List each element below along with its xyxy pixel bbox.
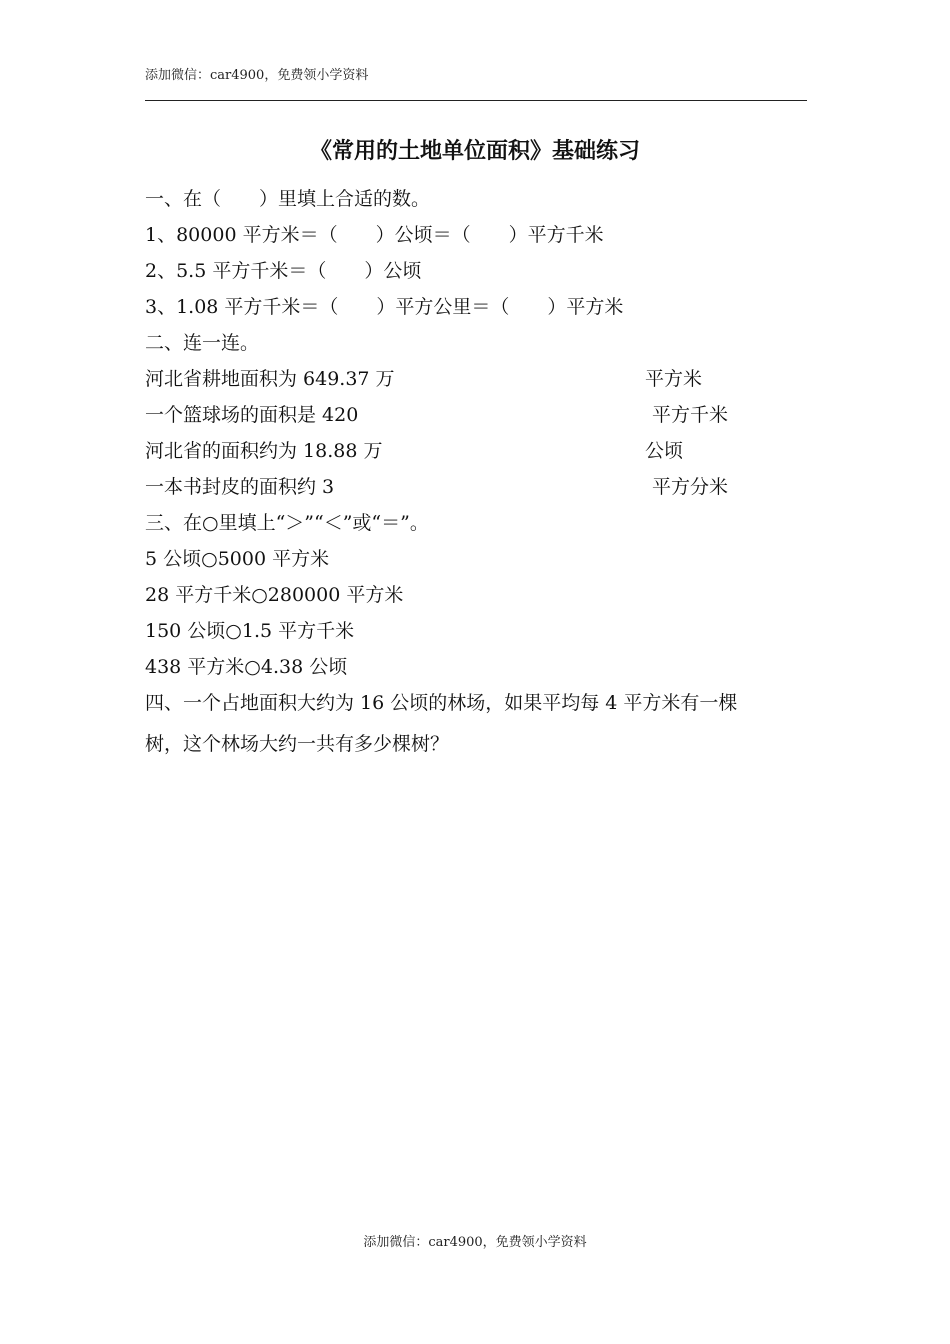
- section-3-item-2: 28 平方千米○280000 平方米: [145, 584, 404, 606]
- match-right-3: 公顷: [645, 440, 684, 462]
- match-left-4: 一本书封皮的面积约 3: [145, 476, 335, 498]
- section-3-heading: 三、在○里填上“＞”“＜”或“＝”。: [145, 512, 429, 534]
- section-3-item-1: 5 公顷○5000 平方米: [145, 548, 330, 570]
- section-1-item-2: 2、5.5 平方千米＝（ ）公顷: [145, 260, 422, 282]
- section-1-item-3: 3、1.08 平方千米＝（ ）平方公里＝（ ）平方米: [145, 296, 624, 318]
- section-4-line-1: 四、一个占地面积大约为 16 公顷的林场，如果平均每 4 平方米有一棵: [145, 692, 738, 714]
- match-right-2: 平方千米: [652, 404, 729, 426]
- section-2-heading: 二、连一连。: [145, 332, 260, 354]
- match-left-2: 一个篮球场的面积是 420: [145, 404, 359, 426]
- section-4-line-2: 树，这个林场大约一共有多少棵树？: [145, 733, 450, 755]
- match-right-1: 平方米: [645, 368, 703, 390]
- document-title: 《常用的土地单位面积》基础练习: [309, 138, 640, 164]
- page-header-note: 添加微信：car4900，免费领小学资料: [145, 68, 369, 83]
- match-right-4: 平方分米: [652, 476, 729, 498]
- section-3-item-4: 438 平方米○4.38 公顷: [145, 656, 348, 678]
- page-footer-note: 添加微信：car4900，免费领小学资料: [363, 1235, 587, 1250]
- match-left-3: 河北省的面积约为 18.88 万: [145, 440, 383, 462]
- section-3-item-3: 150 公顷○1.5 平方千米: [145, 620, 355, 642]
- header-divider: [145, 100, 807, 101]
- section-1-heading: 一、在（ ）里填上合适的数。: [145, 188, 431, 210]
- match-left-1: 河北省耕地面积为 649.37 万: [145, 368, 395, 390]
- section-1-item-1: 1、80000 平方米＝（ ）公顷＝（ ）平方千米: [145, 224, 604, 246]
